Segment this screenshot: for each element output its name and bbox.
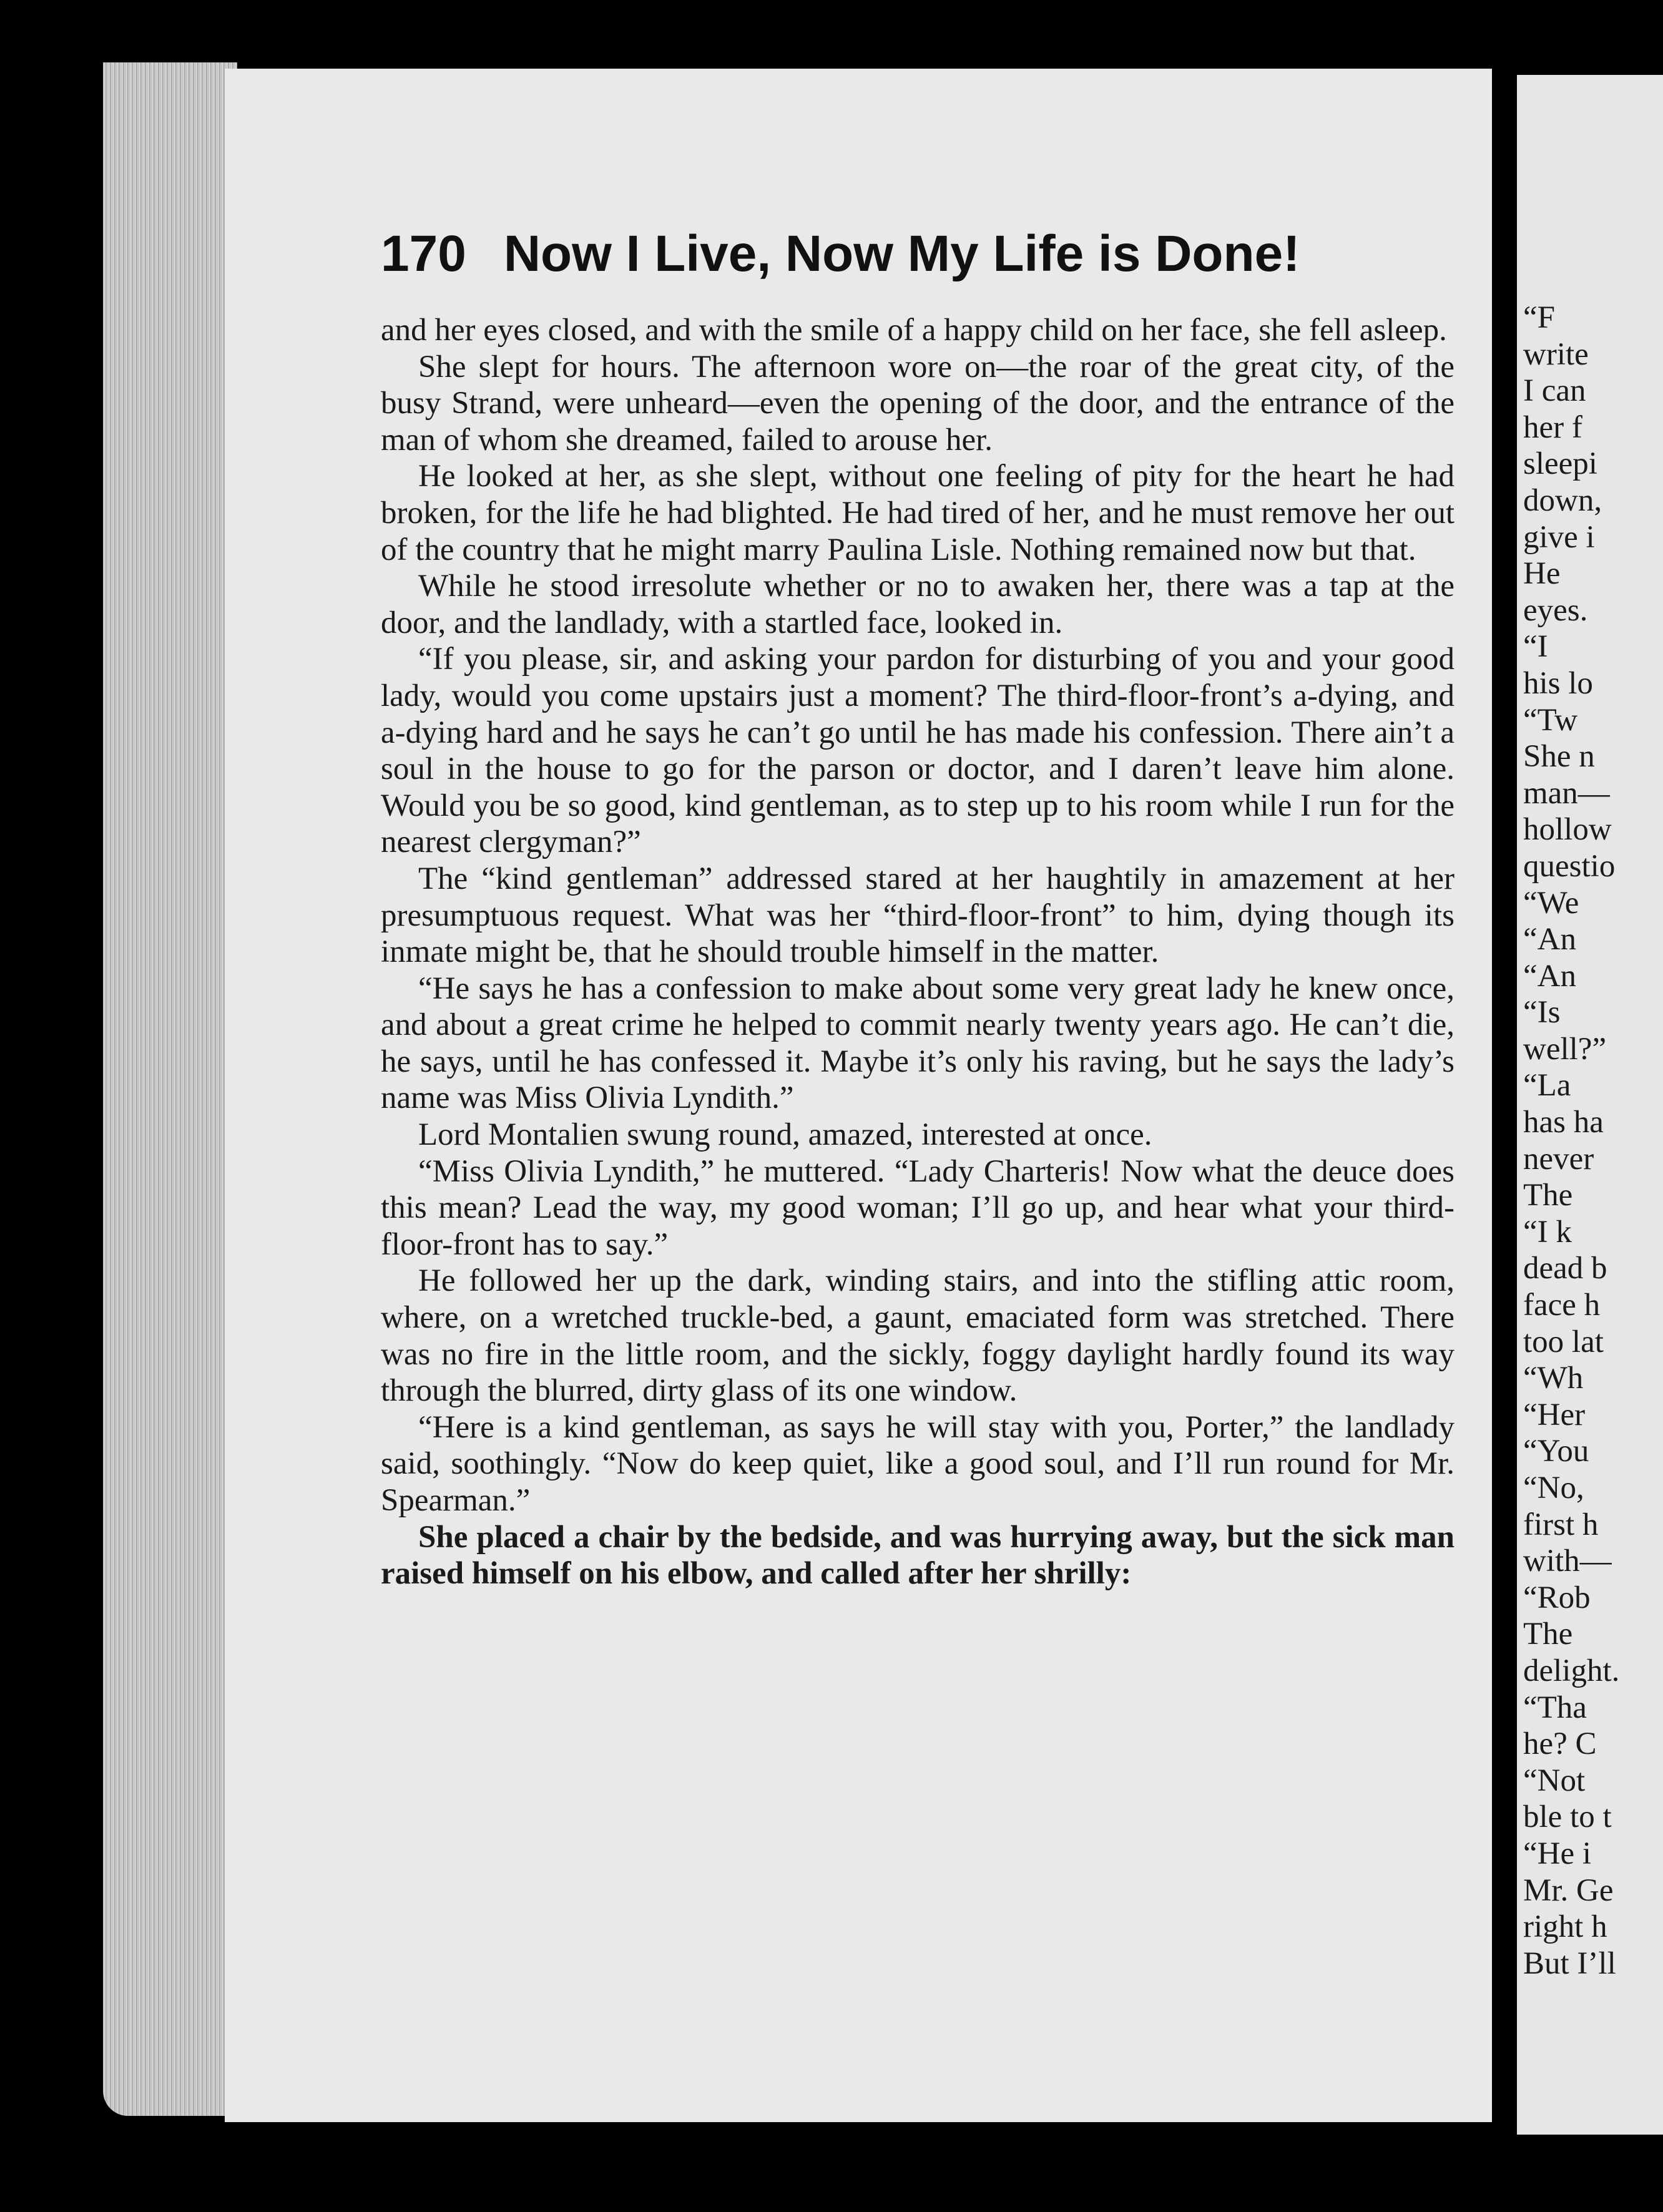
right-page-line: “Tha (1523, 1690, 1587, 1725)
paragraph: He looked at her, as she slept, without one feeling of pity for the heart he had broken, for the life he had blighted. He had tired of her, and he must remove her out of the country that he might marry Paulina Lisle. Nothing remained now but that. (381, 459, 1455, 567)
paragraph: “He says he has a confession to make about some very great lady he knew once, and about a great crime he helped to commit nearly twenty years ago. He can’t die, he says, until he has confessed it. Maybe it’s only his raving, but he says the lady’s name was Miss Olivia Lyndith.” (381, 971, 1455, 1116)
right-page-line: her f (1523, 409, 1582, 445)
paragraph: Lord Montalien swung round, amazed, interested at once. (418, 1117, 1152, 1153)
page-number: 170 (381, 225, 466, 282)
paragraph: “Here is a kind gentleman, as says he will stay with you, Porter,” the landlady said, soothingly. “Now do keep quiet, like a good soul, and I’ll run round for Mr. Spearman.” (381, 1409, 1455, 1518)
right-page-line: “Tw (1523, 702, 1578, 738)
right-page-line: “La (1523, 1068, 1571, 1104)
running-header (381, 225, 1455, 283)
left-page (225, 69, 1492, 2122)
book-page-edges (103, 62, 237, 2116)
right-page-line: his lo (1523, 665, 1593, 701)
right-page-line: hollow (1523, 812, 1612, 848)
right-page-line: The (1523, 1617, 1573, 1652)
right-page-line: down, (1523, 482, 1602, 518)
right-page-line: “He i (1523, 1836, 1592, 1871)
right-page-line: “No, (1523, 1471, 1584, 1505)
paragraph: She slept for hours. The afternoon wore on—the roar of the great city, of the busy Strand, were unheard—even the opening of the door, and the entrance of the man of whom she dreamed, failed to arouse her. (381, 349, 1455, 458)
right-page-line: eyes. (1523, 592, 1588, 628)
right-page-line: well?” (1523, 1031, 1607, 1067)
right-page-line: “You (1523, 1434, 1589, 1469)
right-page-fragment (1517, 75, 1663, 2135)
right-page-line: delight. (1523, 1653, 1620, 1688)
right-page-line: “An (1523, 958, 1576, 994)
paragraph: He followed her up the dark, winding stairs, and into the stifling attic room, where, on a wretched truckle-bed, a gaunt, emaciated form was stretched. There was no fire in the little room, and the sickly, foggy daylight hardly found its way through the blurred, dirty glass of its one window. (381, 1263, 1455, 1409)
paragraph: “Miss Olivia Lyndith,” he muttered. “Lady Charteris! Now what the deuce does this mean? Lead the way, my good woman; I’ll go up, and hear what your third-floor-front has to say.” (381, 1153, 1455, 1262)
right-page-line: “Wh (1523, 1361, 1584, 1396)
right-page-line: “Is (1523, 995, 1561, 1030)
right-page-line: ble to t (1523, 1799, 1612, 1835)
body-text (381, 312, 1455, 1592)
right-page-line: has ha (1523, 1105, 1604, 1140)
right-page-text (1523, 300, 1663, 1982)
right-page-line: “I k (1523, 1214, 1572, 1250)
paragraph: While he stood irresolute whether or no to awaken her, there was a tap at the door, and the landlady, with a startled face, looked in. (381, 569, 1455, 640)
right-page-line: with— (1523, 1544, 1612, 1579)
right-page-line: The (1523, 1178, 1573, 1213)
right-page-line: write (1523, 336, 1589, 372)
paragraph: “If you please, sir, and asking your pardon for disturbing of you and your good lady, would you come upstairs just a moment? The third-floor-front’s a-dying, and a-dying hard and he says he can’t go until he has made his confession. There ain’t a soul in the house to go for the parson or doctor, and I daren’t leave him alone. Would you be so good, kind gentleman, as to step up to his room while I run for the nearest clergyman?” (381, 642, 1455, 860)
right-page-line: But I’ll (1523, 1945, 1616, 1981)
right-page-line: first h (1523, 1507, 1599, 1542)
right-page-line: never (1523, 1141, 1594, 1177)
paragraph: She placed a chair by the bedside, and was hurrying away, but the sick man raised himself on his elbow, and called after her shrilly: (381, 1519, 1455, 1592)
right-page-line: “Not (1523, 1763, 1586, 1798)
right-page-line: dead b (1523, 1251, 1607, 1286)
right-page-line: I can (1523, 373, 1586, 409)
running-title: Now I Live, Now My Life is Done! (503, 225, 1300, 282)
right-page-line: face h (1523, 1288, 1601, 1323)
right-page-line: “Her (1523, 1397, 1586, 1432)
right-page-line: “We (1523, 885, 1579, 921)
right-page-line: “An (1523, 922, 1576, 957)
right-page-line: he? C (1523, 1726, 1597, 1762)
right-page-line: right h (1523, 1909, 1607, 1945)
right-page-line: He (1523, 556, 1561, 592)
paragraph: The “kind gentleman” addressed stared at her haughtily in amazement at her presumptuous request. What was her “third-floor-front” to him, dying though its inmate might be, that he should trouble himself in the matter. (381, 861, 1455, 970)
right-page-line: questio (1523, 848, 1616, 884)
paragraph: and her eyes closed, and with the smile of a happy child on her face, she fell asleep. (381, 313, 1447, 348)
right-page-line: too lat (1523, 1324, 1604, 1359)
right-page-line: Mr. Ge (1523, 1872, 1614, 1908)
right-page-line: “F (1523, 300, 1555, 335)
right-page-line: sleepi (1523, 446, 1597, 482)
right-page-line: “I (1523, 629, 1548, 665)
right-page-line: “Rob (1523, 1580, 1591, 1615)
right-page-line: She n (1523, 739, 1595, 775)
right-page-line: man— (1523, 775, 1610, 811)
right-page-line: give i (1523, 519, 1595, 555)
